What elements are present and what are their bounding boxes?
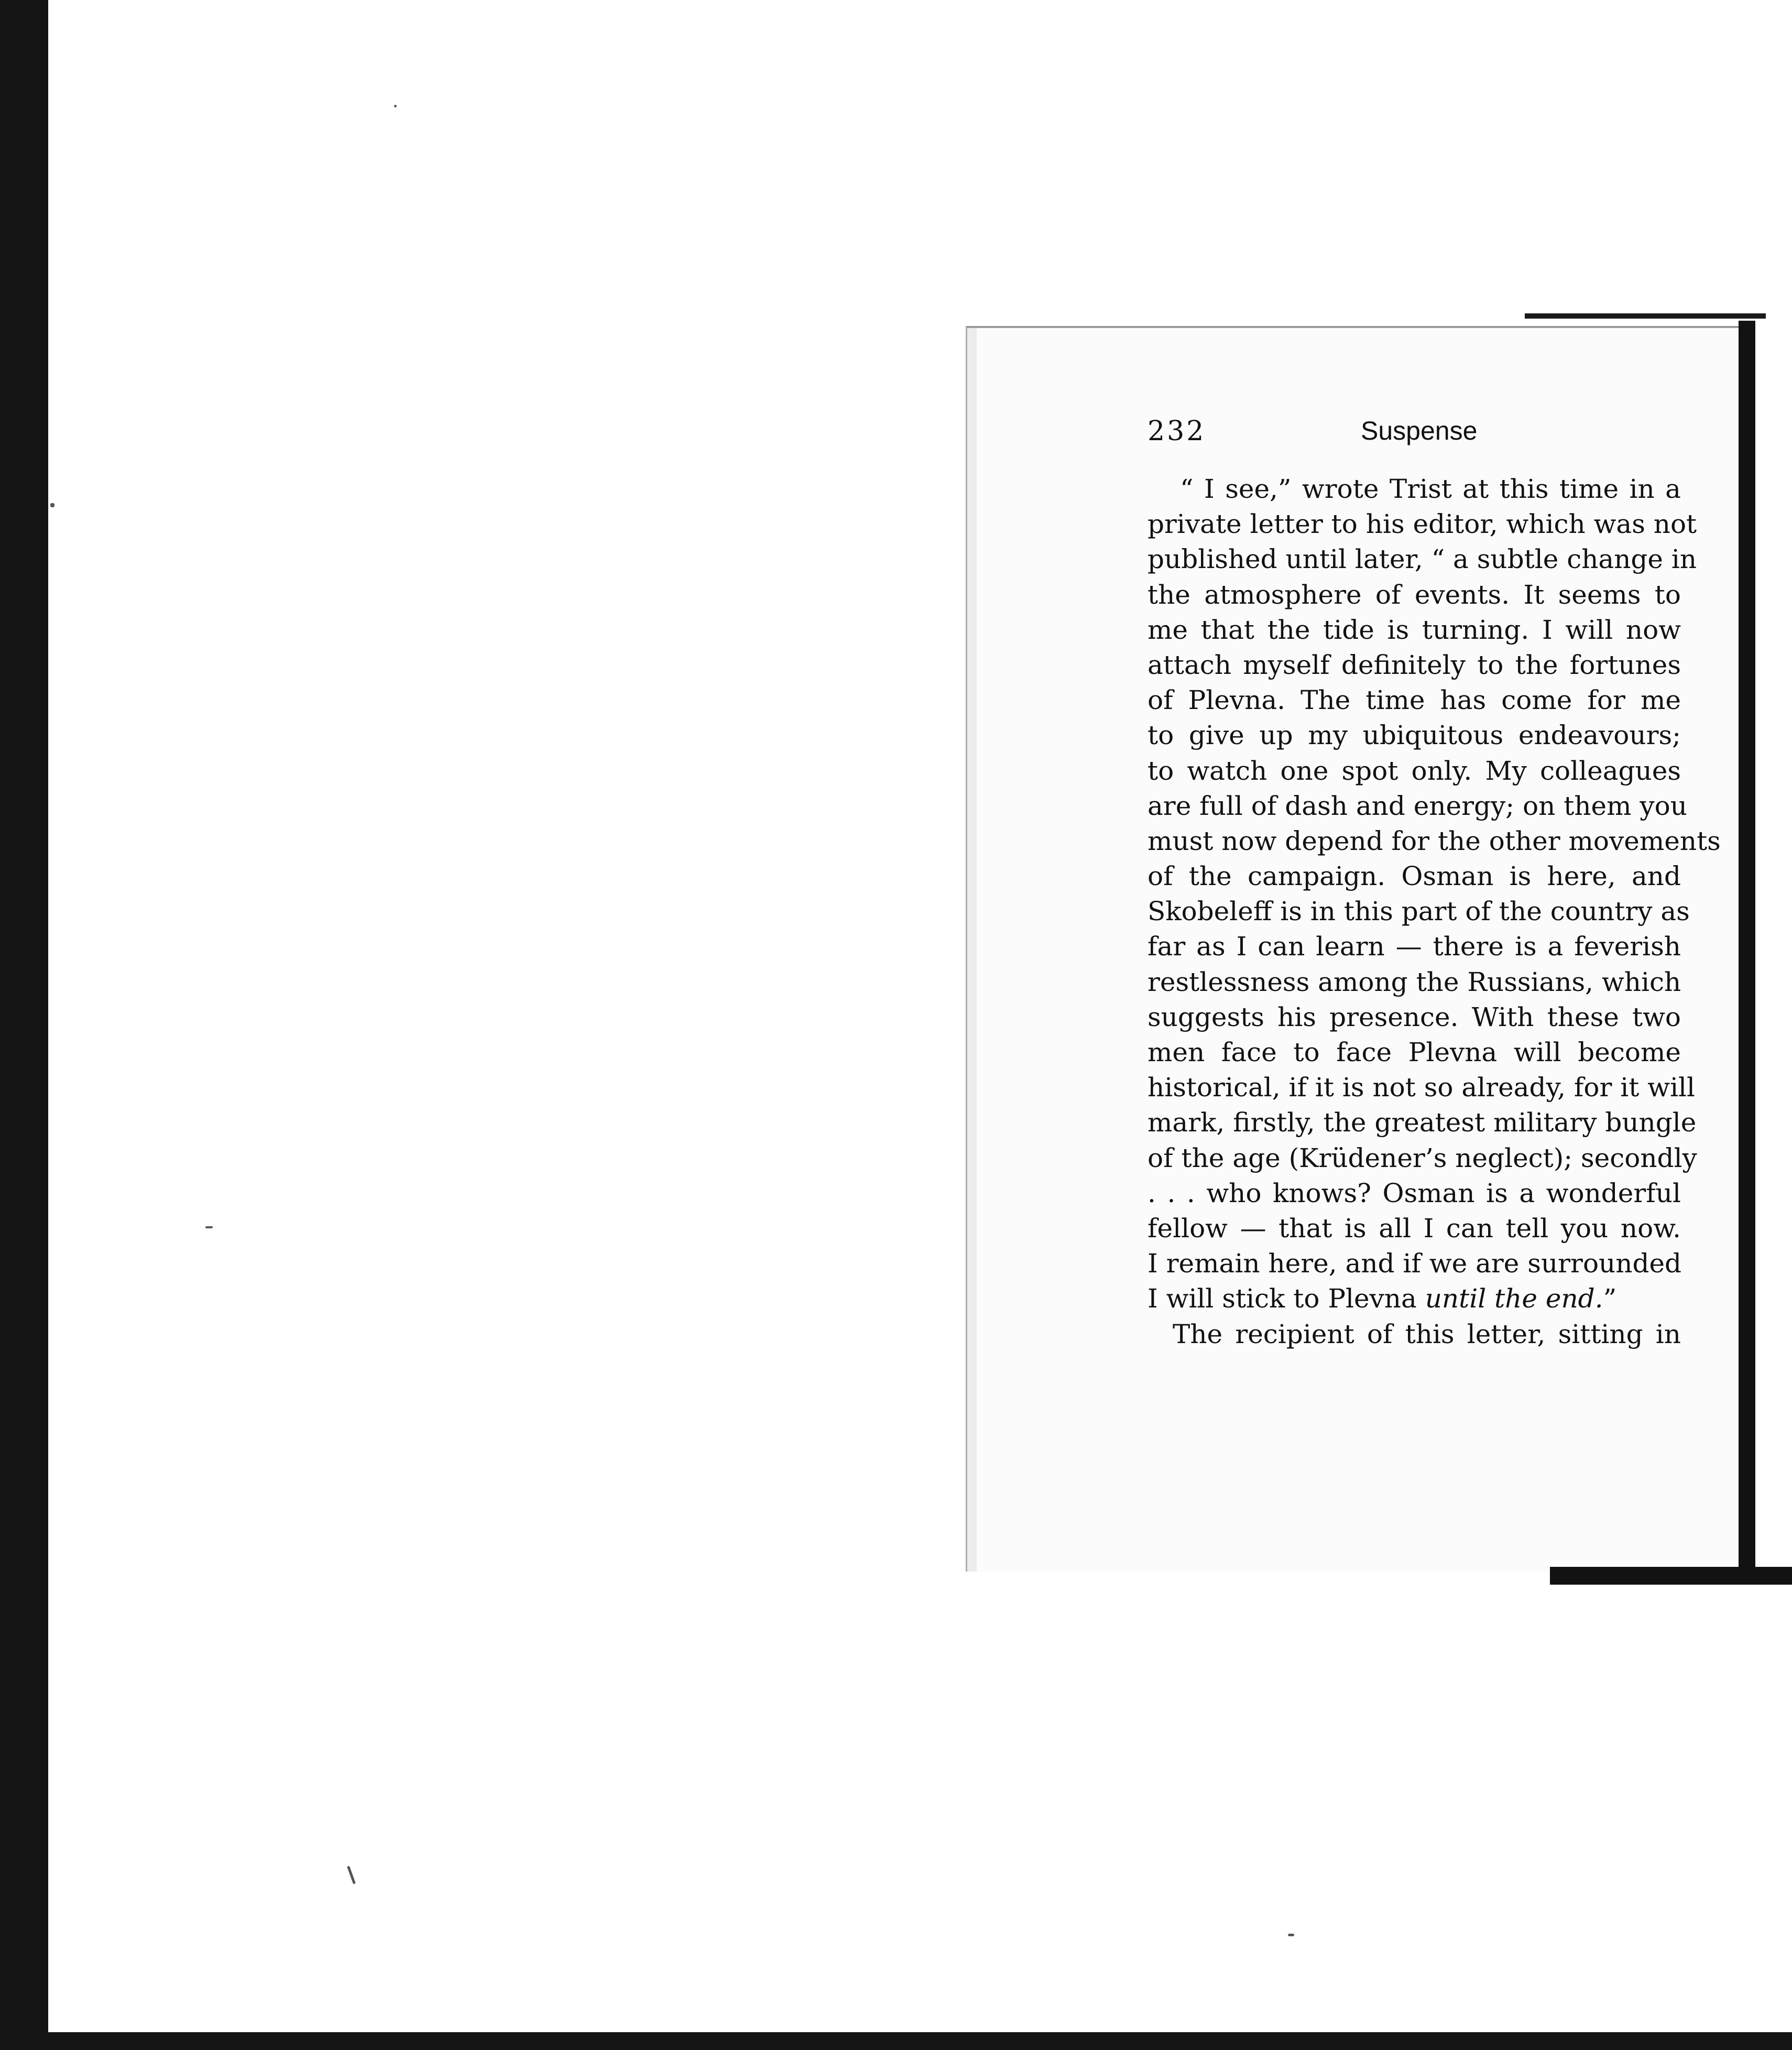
text-line: fellow — that is all I can tell you now.	[1148, 1213, 1681, 1244]
text-line: far as I can learn — there is a feverish	[1148, 931, 1681, 962]
text-line: of Plevna. The time has come for me	[1148, 685, 1681, 716]
text-line: of the age (Krüdener’s neglect); secondly	[1148, 1142, 1697, 1173]
body-text	[1148, 472, 1721, 1352]
page-bottom-shadow	[1550, 1567, 1792, 1585]
scan-bottom-border	[0, 2032, 1792, 2050]
text-line: mark, firstly, the greatest military bungle	[1148, 1107, 1697, 1138]
text-line: of the campaign. Osman is here, and	[1148, 861, 1681, 892]
closing-quote: ”	[1603, 1283, 1617, 1314]
text-line: are full of dash and energy; on them you	[1148, 790, 1687, 821]
text-line: historical, if it is not so already, for it will	[1148, 1072, 1696, 1103]
text-line-new-paragraph: The recipient of this letter, sitting in	[1173, 1318, 1681, 1349]
page-top-shadow	[1525, 313, 1766, 319]
page-number: 232	[1148, 416, 1206, 447]
text-line: to watch one spot only. My colleagues	[1148, 755, 1681, 786]
text-line: published until later, “ a subtle change in	[1148, 544, 1697, 575]
emphasized-text: until the end.	[1425, 1283, 1603, 1314]
text-line: private letter to his editor, which was not	[1148, 509, 1697, 540]
text-line: I remain here, and if we are surrounded	[1148, 1248, 1682, 1279]
text-line: restlessness among the Russians, which	[1148, 966, 1681, 997]
text-line: Skobeleff is in this part of the country as	[1148, 896, 1690, 927]
text-line: me that the tide is turning. I will now	[1148, 614, 1681, 645]
text-line: “ I see,” wrote Trist at this time in a	[1180, 474, 1681, 504]
text-line: men face to face Plevna will become	[1148, 1037, 1681, 1067]
page-right-shadow	[1739, 321, 1755, 1578]
text-line: . . . who knows? Osman is a wonderful	[1148, 1177, 1681, 1208]
text-line: attach myself definitely to the fortunes	[1148, 649, 1681, 680]
page-header	[1148, 416, 1682, 457]
text-line: must now depend for the other movements	[1148, 825, 1721, 856]
text-line: the atmosphere of events. It seems to	[1148, 579, 1681, 610]
running-head: Suspense	[1361, 416, 1478, 445]
text-line: to give up my ubiquitous endeavours;	[1148, 720, 1681, 751]
text-line-final-quote	[1148, 1281, 1681, 1316]
text-segment: I will stick to Plevna	[1148, 1283, 1425, 1314]
scan-left-border	[0, 0, 48, 2050]
text-line: suggests his presence. With these two	[1148, 1001, 1681, 1032]
